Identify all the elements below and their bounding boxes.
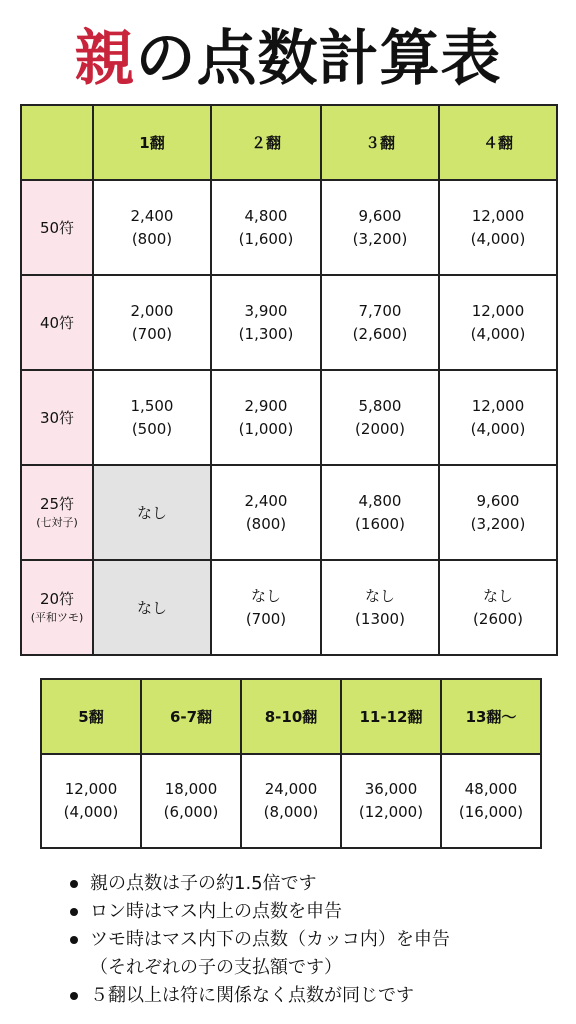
score-cell xyxy=(211,560,321,655)
fu-cell xyxy=(21,275,93,370)
list-item xyxy=(70,926,550,954)
score-cell xyxy=(439,560,557,655)
score-cell xyxy=(439,180,557,275)
notes-list xyxy=(70,870,550,1010)
score-cell xyxy=(211,370,321,465)
han-header-cell: ２翻 xyxy=(211,105,321,180)
ron-score: 1,500 xyxy=(130,396,174,415)
note-text: （それぞれの子の支払額です） xyxy=(90,957,342,978)
bullet-icon xyxy=(70,992,78,1000)
ron-score: 24,000 xyxy=(264,780,318,798)
score-cell xyxy=(141,754,241,848)
ron-score: 12,000 xyxy=(471,301,525,320)
tsumo-score: (800) xyxy=(131,229,173,248)
high-han-table xyxy=(40,678,542,849)
bullet-icon xyxy=(70,880,78,888)
score-cell xyxy=(321,465,439,560)
fu-label: 50符 xyxy=(39,218,75,237)
ron-score: 9,600 xyxy=(358,206,402,225)
ron-score: 4,800 xyxy=(358,491,402,510)
page-title xyxy=(0,18,576,100)
tsumo-score: (700) xyxy=(245,609,287,628)
score-cell xyxy=(211,465,321,560)
note-text: ツモ時はマス内下の点数（カッコ内）を申告 xyxy=(90,929,450,950)
han-header-cell: 8-10翻 xyxy=(241,679,341,754)
score-cell xyxy=(93,275,211,370)
fu-cell xyxy=(21,370,93,465)
score-cell xyxy=(439,370,557,465)
ron-score: 3,900 xyxy=(244,301,288,320)
score-cell xyxy=(93,180,211,275)
bullet-icon xyxy=(70,936,78,944)
list-item xyxy=(70,898,550,926)
score-cell xyxy=(321,370,439,465)
score-cell xyxy=(241,754,341,848)
tsumo-score: (1300) xyxy=(355,609,405,628)
ron-score: 2,400 xyxy=(244,491,288,510)
han-header-cell: ４翻 xyxy=(439,105,557,180)
fu-label: 20符 xyxy=(39,589,75,608)
list-item xyxy=(70,982,550,1010)
tsumo-score: (800) xyxy=(245,514,287,533)
note-text: ５翻以上は符に関係なく点数が同じです xyxy=(90,985,414,1006)
fu-label: 30符 xyxy=(39,408,75,427)
tsumo-score: (3,200) xyxy=(470,514,526,533)
tsumo-score: (16,000) xyxy=(458,803,524,821)
tsumo-score: (700) xyxy=(131,324,173,343)
na-label: なし xyxy=(136,504,167,522)
score-cell xyxy=(341,754,441,848)
na-label: なし xyxy=(136,599,167,617)
han-header-cell: 6-7翻 xyxy=(141,679,241,754)
table-row xyxy=(41,754,541,848)
ron-score: 4,800 xyxy=(244,206,288,225)
table-header-row xyxy=(21,105,557,180)
table-header-row xyxy=(41,679,541,754)
tsumo-score: (1600) xyxy=(355,514,405,533)
ron-score: 5,800 xyxy=(358,396,402,415)
title-rest: の点数計算表 xyxy=(135,24,502,94)
score-cell xyxy=(41,754,141,848)
ron-score: 12,000 xyxy=(471,206,525,225)
score-cell xyxy=(439,465,557,560)
tsumo-score: (6,000) xyxy=(163,803,219,821)
fu-sublabel: (平和ツモ) xyxy=(30,610,84,624)
list-item xyxy=(70,870,550,898)
table-row xyxy=(21,370,557,465)
tsumo-score: (4,000) xyxy=(470,324,526,343)
fu-sublabel: (七対子) xyxy=(36,515,78,529)
tsumo-score: (2,600) xyxy=(352,324,408,343)
ron-score: なし xyxy=(250,586,281,605)
ron-score: なし xyxy=(364,586,395,605)
title-accent: 親 xyxy=(74,24,136,94)
ron-score: 12,000 xyxy=(471,396,525,415)
fu-label: 25符 xyxy=(39,494,75,513)
tsumo-score: (500) xyxy=(131,419,173,438)
tsumo-score: (3,200) xyxy=(352,229,408,248)
note-text: ロン時はマス内上の点数を申告 xyxy=(90,901,342,922)
score-cell xyxy=(321,275,439,370)
score-cell xyxy=(211,180,321,275)
han-header-cell: 13翻〜 xyxy=(441,679,541,754)
ron-score: 48,000 xyxy=(464,780,518,798)
ron-score: 9,600 xyxy=(476,491,520,510)
score-cell xyxy=(321,560,439,655)
tsumo-score: (4,000) xyxy=(63,803,119,821)
score-cell xyxy=(441,754,541,848)
tsumo-score: (2000) xyxy=(355,419,405,438)
score-cell-na xyxy=(93,560,211,655)
fu-cell xyxy=(21,465,93,560)
han-header-cell: 1翻 xyxy=(93,105,211,180)
table-row xyxy=(21,275,557,370)
table-row xyxy=(21,180,557,275)
score-cell xyxy=(211,275,321,370)
table-row xyxy=(21,560,557,655)
tsumo-score: (1,300) xyxy=(238,324,294,343)
tsumo-score: (2600) xyxy=(473,609,523,628)
ron-score: 12,000 xyxy=(64,780,118,798)
tsumo-score: (1,000) xyxy=(238,419,294,438)
ron-score: 18,000 xyxy=(164,780,218,798)
ron-score: 2,400 xyxy=(130,206,174,225)
table-row xyxy=(21,465,557,560)
tsumo-score: (8,000) xyxy=(263,803,319,821)
tsumo-score: (12,000) xyxy=(358,803,424,821)
dealer-score-table xyxy=(20,104,558,656)
fu-cell xyxy=(21,560,93,655)
han-header-cell: 11-12翻 xyxy=(341,679,441,754)
note-text: 親の点数は子の約1.5倍です xyxy=(90,873,317,894)
corner-header-cell xyxy=(21,105,93,180)
ron-score: 2,000 xyxy=(130,301,174,320)
tsumo-score: (1,600) xyxy=(238,229,294,248)
score-cell-na xyxy=(93,465,211,560)
ron-score: 36,000 xyxy=(364,780,418,798)
tsumo-score: (4,000) xyxy=(470,229,526,248)
han-header-cell: 5翻 xyxy=(41,679,141,754)
bullet-icon xyxy=(70,908,78,916)
han-header-cell: ３翻 xyxy=(321,105,439,180)
score-cell xyxy=(93,370,211,465)
ron-score: 7,700 xyxy=(358,301,402,320)
fu-cell xyxy=(21,180,93,275)
score-cell xyxy=(321,180,439,275)
score-cell xyxy=(439,275,557,370)
ron-score: なし xyxy=(482,586,513,605)
tsumo-score: (4,000) xyxy=(470,419,526,438)
list-item-continuation xyxy=(70,954,550,982)
fu-label: 40符 xyxy=(39,313,75,332)
ron-score: 2,900 xyxy=(244,396,288,415)
